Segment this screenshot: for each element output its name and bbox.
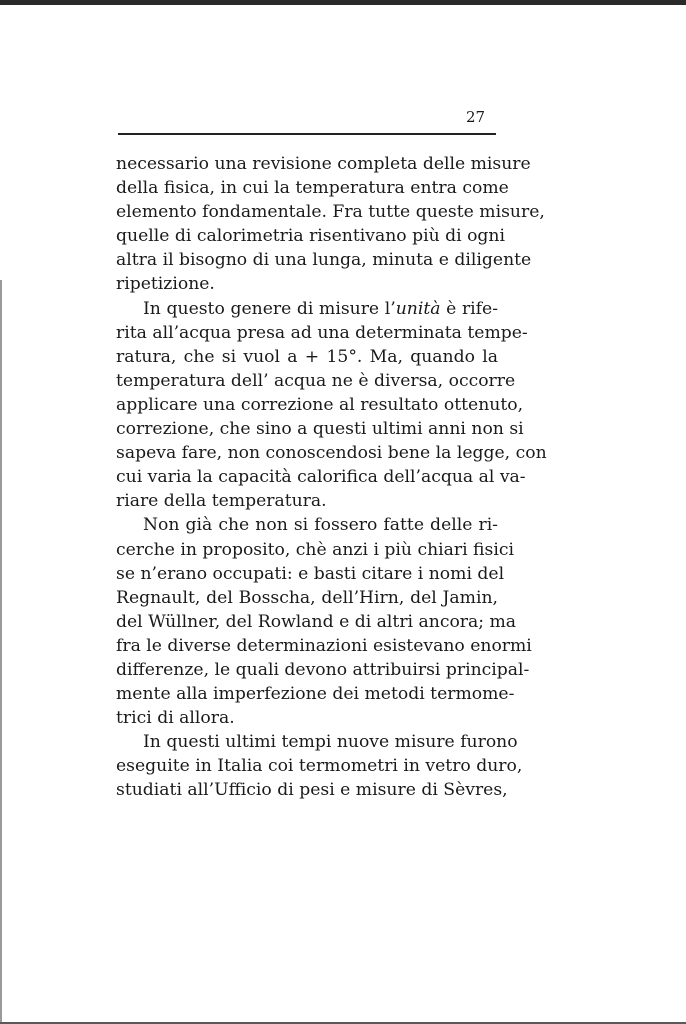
text-line: Regnault, del Bosscha, dell’Hirn, del Jamin,	[116, 587, 498, 608]
italic-word: unità	[395, 298, 441, 319]
text-fragment: è rife-	[440, 298, 498, 319]
text-line: differenze, le quali devono attribuirsi principal-	[116, 659, 530, 680]
text-line: necessario una revisione completa delle misure	[116, 154, 531, 174]
text-line: se n’erano occupati: e basti citare i nomi del	[116, 563, 505, 584]
text-line: fra le diverse determinazioni esistevano enormi	[116, 635, 532, 656]
text-line: cui varia la capacità calorifica dell’acqua al va-	[116, 467, 526, 488]
text-line	[116, 297, 498, 321]
text-line: riare della temperatura.	[116, 491, 327, 512]
text-line: In questi ultimi tempi nuove misure furono	[143, 732, 518, 753]
text-line: sapeva fare, non conoscendosi bene la legge, con	[116, 443, 547, 464]
paragraph-2	[116, 297, 547, 514]
text-line: temperatura dell’ acqua ne è diversa, occorre	[116, 370, 516, 391]
text-line: quelle di calorimetria risentivano più di ogni	[116, 226, 505, 247]
text-line: altra il bisogno di una lunga, minuta e diligente	[116, 250, 532, 271]
text-line: eseguite in Italia coi termometri in vetro duro,	[116, 756, 523, 777]
page-left-edge	[0, 280, 2, 1024]
paragraph-1	[116, 152, 545, 297]
paragraph-3	[116, 513, 532, 730]
text-line: rita all’acqua presa ad una determinata tempe-	[116, 322, 528, 343]
text-fragment: In questo genere di misure l’	[143, 298, 396, 319]
text-line: mente alla imperfezione dei metodi termome-	[116, 684, 515, 705]
text-line: elemento fondamentale. Fra tutte queste misure,	[116, 202, 545, 223]
text-line: cerche in proposito, chè anzi i più chiari fisici	[116, 539, 514, 560]
paragraph-4	[116, 730, 523, 802]
page-number: 27	[466, 108, 486, 126]
text-line: correzione, che sino a questi ultimi anni non si	[116, 419, 524, 440]
header-rule	[118, 133, 496, 135]
text-line: trici di allora.	[116, 708, 235, 729]
text-line: ratura, che si vuol a + 15°. Ma, quando la	[116, 346, 498, 367]
text-line: studiati all’Ufficio di pesi e misure di Sèvres,	[116, 780, 508, 801]
text-line: applicare una correzione al resultato ottenuto,	[116, 394, 524, 415]
body-text	[116, 152, 547, 803]
page-top-edge	[0, 0, 686, 5]
text-line: ripetizione.	[116, 274, 215, 295]
text-line: della fisica, in cui la temperatura entra come	[116, 178, 509, 199]
text-line: Non già che non si fossero fatte delle ri-	[143, 515, 498, 536]
text-line: del Wüllner, del Rowland e di altri ancora; ma	[116, 611, 517, 632]
